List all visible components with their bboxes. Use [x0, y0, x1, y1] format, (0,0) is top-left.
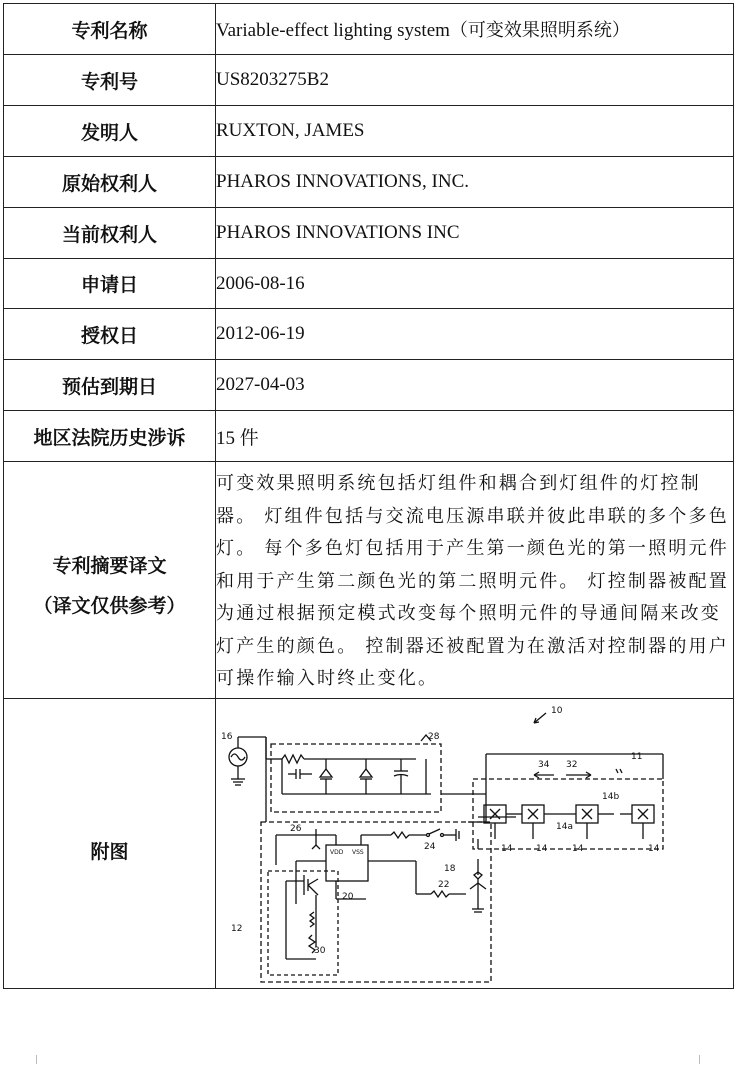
ref-34: 34 — [538, 760, 550, 770]
patent-info-table — [3, 3, 734, 989]
row-figure — [4, 698, 734, 988]
vss-pin-label: VSS — [352, 849, 364, 856]
label-litigation: 地区法院历史涉诉 — [4, 411, 216, 462]
row-filing-date — [4, 259, 734, 309]
label-original-assignee: 原始权利人 — [4, 157, 216, 208]
ref-18: 18 — [444, 864, 456, 874]
row-patent-name — [4, 4, 734, 55]
figure-cell — [216, 698, 734, 988]
abstract-label-line2: （译文仅供参考） — [33, 594, 186, 617]
ref-16: 16 — [221, 732, 233, 742]
figure-label: 附图 — [90, 840, 129, 863]
row-expiry-date — [4, 360, 734, 411]
label-patent-name: 专利名称 — [4, 4, 216, 55]
ref-14-d: 14 — [648, 844, 660, 854]
ref-14b: 14b — [602, 792, 620, 802]
vdd-pin-label: VDD — [330, 849, 344, 856]
row-grant-date — [4, 309, 734, 360]
ref-14a: 14a — [556, 822, 573, 832]
ref-12: 12 — [231, 924, 243, 934]
ref-14-a: 14 — [501, 844, 513, 854]
page-corner-mark-right — [699, 1055, 700, 1064]
value-inventor: RUXTON, JAMES — [216, 106, 734, 157]
patent-title-en: Variable-effect lighting system — [216, 20, 450, 41]
ref-26: 26 — [290, 824, 302, 834]
value-patent-number: US8203275B2 — [216, 55, 734, 106]
value-litigation: 15 件 — [216, 411, 734, 462]
ref-32: 32 — [566, 760, 578, 770]
label-grant-date: 授权日 — [4, 309, 216, 360]
abstract-label-line1: 专利摘要译文 — [52, 554, 167, 577]
label-abstract — [4, 462, 216, 699]
abstract-text: 可变效果照明系统包括灯组件和耦合到灯组件的灯控制器。 灯组件包括与交流电压源串联并彼此串联的多个多色灯。 每个多色灯包括用于产生第一颜色光的第一照明元件和用于产生第二颜色光的第二照明元件。 灯控制器被配置为通过根据预定模式改变每个照明元件的导通间隔来改变灯产生的颜色。 控制器还被配置为在激活对控制器的用户可操作输入时终止变化。 — [216, 473, 729, 689]
value-original-assignee: PHAROS INNOVATIONS, INC. — [216, 157, 734, 208]
patent-title-cn: （可变效果照明系统） — [449, 20, 630, 41]
value-expiry-date: 2027-04-03 — [216, 360, 734, 411]
ref-14-c: 14 — [572, 844, 584, 854]
ref-24: 24 — [424, 842, 436, 852]
ref-11: 11 — [631, 752, 643, 762]
row-inventor — [4, 106, 734, 157]
value-patent-name — [216, 4, 734, 55]
ref-10: 10 — [551, 706, 563, 716]
ref-28: 28 — [428, 732, 440, 742]
ref-20: 20 — [342, 892, 354, 902]
label-expiry-date: 预估到期日 — [4, 360, 216, 411]
patent-circuit-drawing — [216, 699, 734, 987]
value-filing-date: 2006-08-16 — [216, 259, 734, 309]
value-abstract — [216, 462, 734, 699]
row-litigation — [4, 411, 734, 462]
power-supply-block — [266, 735, 441, 812]
label-figure — [4, 698, 216, 988]
row-abstract — [4, 462, 734, 699]
ref-14-b: 14 — [536, 844, 548, 854]
ac-source-symbol — [229, 737, 266, 785]
page-corner-mark-left — [36, 1055, 37, 1064]
ref-22: 22 — [438, 880, 450, 890]
label-current-assignee: 当前权利人 — [4, 208, 216, 259]
row-patent-number — [4, 55, 734, 106]
row-original-assignee — [4, 157, 734, 208]
value-grant-date: 2012-06-19 — [216, 309, 734, 360]
label-filing-date: 申请日 — [4, 259, 216, 309]
label-inventor: 发明人 — [4, 106, 216, 157]
ref-30: 30 — [314, 946, 326, 956]
value-current-assignee: PHAROS INNOVATIONS INC — [216, 208, 734, 259]
row-current-assignee — [4, 208, 734, 259]
label-patent-number: 专利号 — [4, 55, 216, 106]
